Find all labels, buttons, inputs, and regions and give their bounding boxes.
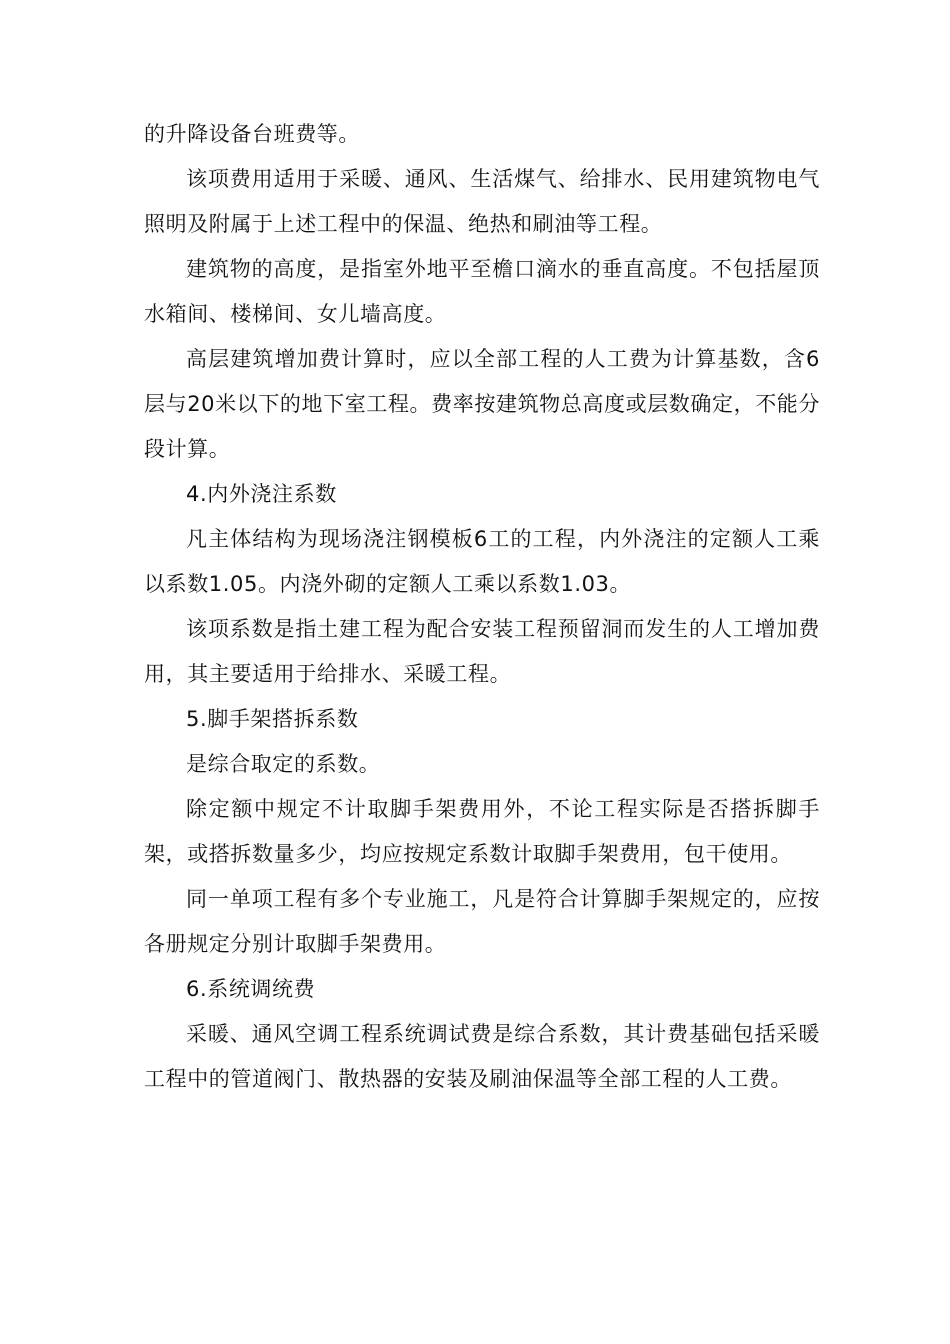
document-body: [144, 112, 820, 1102]
paragraph-system-commissioning: 采暖、通风空调工程系统调试费是综合系数，其计费基础包括采暖工程中的管道阀门、散热器的安装及刷油保温等全部工程的人工费。: [144, 1022, 820, 1091]
paragraph-scaffold-rule: 除定额中规定不计取脚手架费用外，不论工程实际是否搭拆脚手架，或搭拆数量多少，均应按规定系数计取脚手架费用，包干使用。: [144, 797, 820, 866]
paragraph-building-height: 建筑物的高度，是指室外地平至檐口滴水的垂直高度。不包括屋顶水箱间、楼梯间、女儿墙高度。: [144, 257, 820, 326]
paragraph-high-rise-fee: 高层建筑增加费计算时，应以全部工程的人工费为计算基数，含6层与20米以下的地下室工程。费率按建筑物总高度或层数确定，不能分段计算。: [144, 347, 820, 461]
paragraph-continuation: 的升降设备台班费等。: [144, 122, 360, 146]
section-heading-6: 6.系统调统费: [186, 977, 316, 1001]
paragraph-scaffold-multi: 同一单项工程有多个专业施工，凡是符合计算脚手架规定的，应按各册规定分别计取脚手架费用。: [144, 887, 820, 956]
paragraph-coefficient-scope: 该项系数是指土建工程为配合安装工程预留洞而发生的人工增加费用，其主要适用于给排水、采暖工程。: [144, 617, 820, 686]
paragraph-applicability: 该项费用适用于采暖、通风、生活煤气、给排水、民用建筑物电气照明及附属于上述工程中的保温、绝热和刷油等工程。: [144, 167, 820, 236]
paragraph-scaffold-definition: 是综合取定的系数。: [186, 752, 381, 776]
section-heading-5: 5.脚手架搭拆系数: [186, 707, 359, 731]
section-heading-4: 4.内外浇注系数: [186, 482, 337, 506]
paragraph-casting-coefficient: 凡主体结构为现场浇注钢模板6工的工程，内外浇注的定额人工乘以系数1.05。内浇外砌的定额人工乘以系数1.03。: [144, 527, 820, 596]
